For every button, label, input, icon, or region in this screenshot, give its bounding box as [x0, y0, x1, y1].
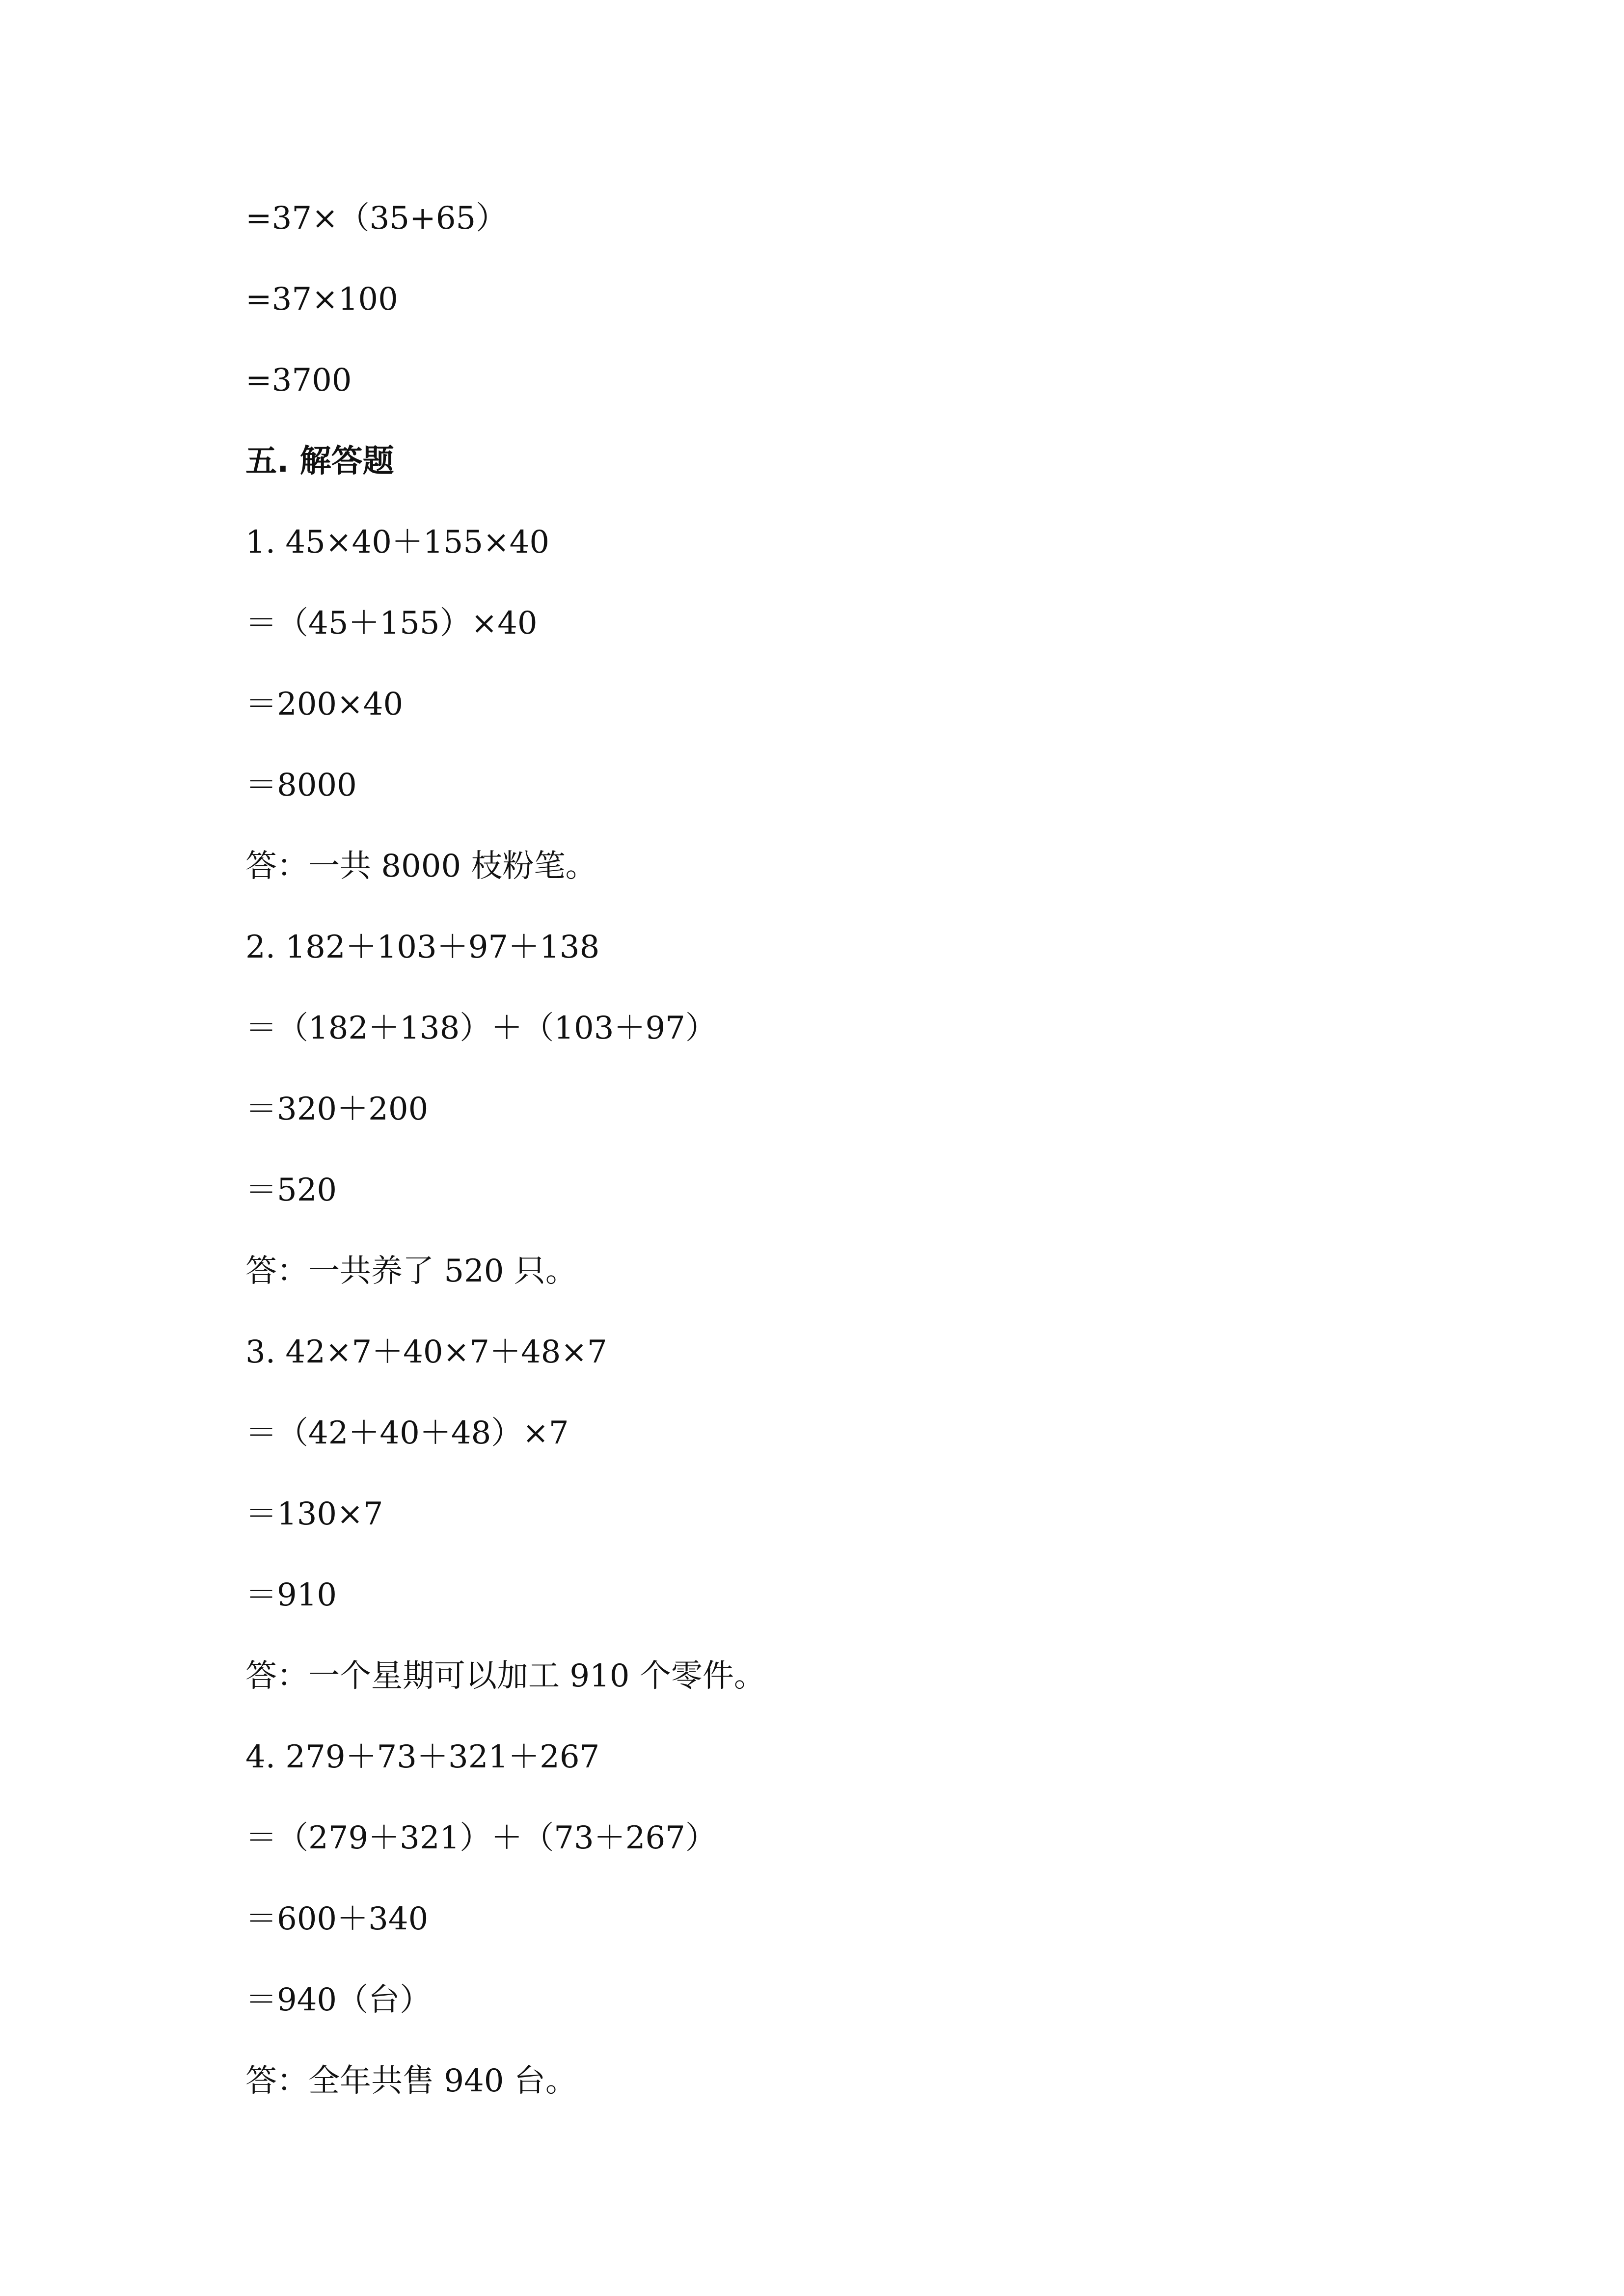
- calc-line: ＝940（台）: [245, 1982, 432, 2018]
- calc-line: ＝130×7: [245, 1496, 383, 1532]
- problem-line: 1. 45×40＋155×40: [245, 524, 550, 561]
- problem-line: 2. 182＋103＋97＋138: [245, 929, 600, 965]
- calc-line: ＝520: [245, 1172, 337, 1208]
- problem-line: 4. 279＋73＋321＋267: [245, 1739, 600, 1775]
- answer-line: 答：一共养了 520 只。: [245, 1253, 577, 1289]
- calc-line: ＝（279＋321）＋（73＋267）: [245, 1820, 717, 1856]
- answer-line: 答：一个星期可以加工 910 个零件。: [245, 1658, 765, 1694]
- problem-line: 3. 42×7＋40×7＋48×7: [245, 1334, 607, 1370]
- calc-line: =37×（35+65）: [245, 200, 508, 237]
- answer-line: 答：全年共售 940 台。: [245, 2063, 577, 2099]
- calc-line: ＝（42＋40＋48）×7: [245, 1415, 569, 1451]
- calc-line: ＝（182＋138）＋（103＋97）: [245, 1010, 717, 1046]
- calc-line: ＝320＋200: [245, 1091, 429, 1127]
- section-heading: 五. 解答题: [245, 443, 394, 480]
- calc-line: ＝910: [245, 1577, 337, 1613]
- calc-line: ＝200×40: [245, 686, 404, 722]
- calc-line: ＝（45＋155）×40: [245, 605, 538, 641]
- calc-line: =37×100: [245, 281, 398, 318]
- calc-line: ＝600＋340: [245, 1901, 429, 1937]
- calc-line: ＝8000: [245, 767, 357, 803]
- calc-line: =3700: [245, 362, 352, 399]
- answer-line: 答：一共 8000 枝粉笔。: [245, 848, 597, 884]
